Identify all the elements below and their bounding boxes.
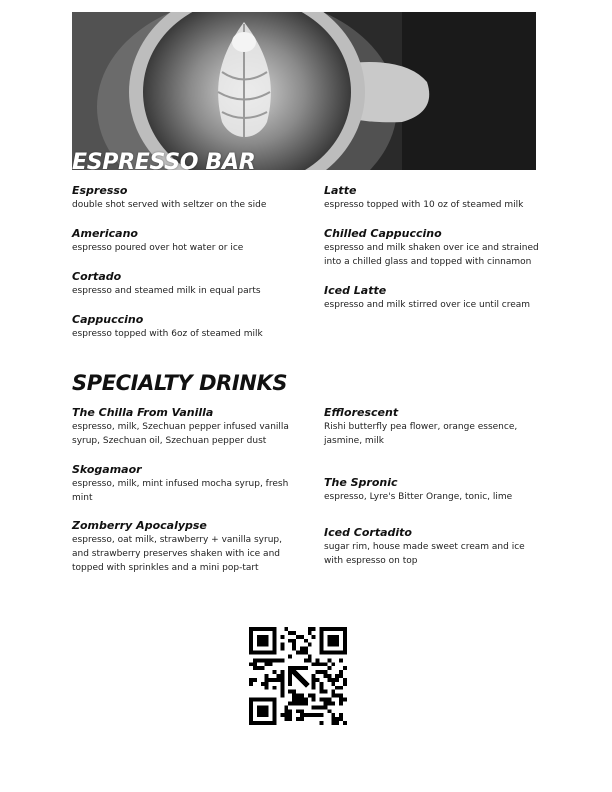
specialty-right-column (324, 406, 546, 568)
item-description: jasmine, milk (324, 436, 384, 446)
espresso-left-column (72, 184, 294, 356)
qr-code[interactable] (249, 627, 347, 725)
item-name: Cappuccino (72, 313, 144, 326)
item-description: espresso and milk stirred over ice until cream (324, 300, 531, 310)
item-name: Iced Latte (324, 284, 387, 297)
espresso-right-column (324, 184, 546, 327)
item-name: The Spronic (324, 476, 398, 489)
menu-item (72, 313, 294, 356)
item-description: espresso and milk shaken over ice and strained (324, 243, 539, 253)
menu-item (72, 270, 294, 313)
item-description: into a chilled glass and topped with cinnamon (324, 257, 532, 267)
item-description: espresso and steamed milk in equal parts (72, 286, 261, 296)
menu-item (324, 526, 546, 568)
item-description: syrup, Szechuan oil, Szechuan pepper dust (72, 436, 267, 446)
menu-item (72, 519, 294, 575)
latte-art-illustration (72, 12, 536, 170)
menu-item (72, 463, 294, 519)
menu-item (72, 184, 294, 227)
item-name: Americano (72, 227, 138, 240)
item-name: Iced Cortadito (324, 526, 412, 539)
item-description: espresso, oat milk, strawberry + vanilla syrup, (72, 535, 282, 545)
item-description: espresso topped with 10 oz of steamed milk (324, 200, 524, 210)
menu-item (324, 476, 546, 526)
menu-item (324, 284, 546, 327)
item-description: topped with sprinkles and a mini pop-tart (72, 563, 259, 573)
item-description: and strawberry preserves shaken with ice and (72, 549, 280, 559)
item-description: double shot served with seltzer on the side (72, 200, 267, 210)
item-name: The Chilla From Vanilla (72, 406, 214, 419)
specialty-left-column (72, 406, 294, 575)
item-description: espresso poured over hot water or ice (72, 243, 244, 253)
item-description: espresso, milk, Szechuan pepper infused vanilla (72, 422, 289, 432)
item-name: Skogamaor (72, 463, 142, 476)
item-name: Zomberry Apocalypse (72, 519, 207, 532)
menu-item (324, 406, 546, 476)
item-name: Chilled Cappuccino (324, 227, 442, 240)
item-description: espresso, milk, mint infused mocha syrup, fresh (72, 479, 289, 489)
item-description: mint (72, 493, 93, 503)
section-title-espresso-bar: ESPRESSO BAR (72, 150, 256, 170)
item-name: Latte (324, 184, 357, 197)
section-title-specialty-drinks: SPECIALTY DRINKS (72, 371, 288, 395)
menu-item (324, 227, 546, 284)
item-description: Rishi butterfly pea flower, orange essence, (324, 422, 518, 432)
menu-item (72, 406, 294, 463)
item-description: with espresso on top (324, 556, 418, 566)
item-name: Efflorescent (324, 406, 399, 419)
item-description: espresso topped with 6oz of steamed milk (72, 329, 263, 339)
item-name: Espresso (72, 184, 128, 197)
item-name: Cortado (72, 270, 122, 283)
menu-item (324, 184, 546, 227)
menu-item (72, 227, 294, 270)
hero-image (72, 12, 536, 170)
item-description: espresso, Lyre's Bitter Orange, tonic, lime (324, 492, 513, 502)
item-description: sugar rim, house made sweet cream and ice (324, 542, 525, 552)
